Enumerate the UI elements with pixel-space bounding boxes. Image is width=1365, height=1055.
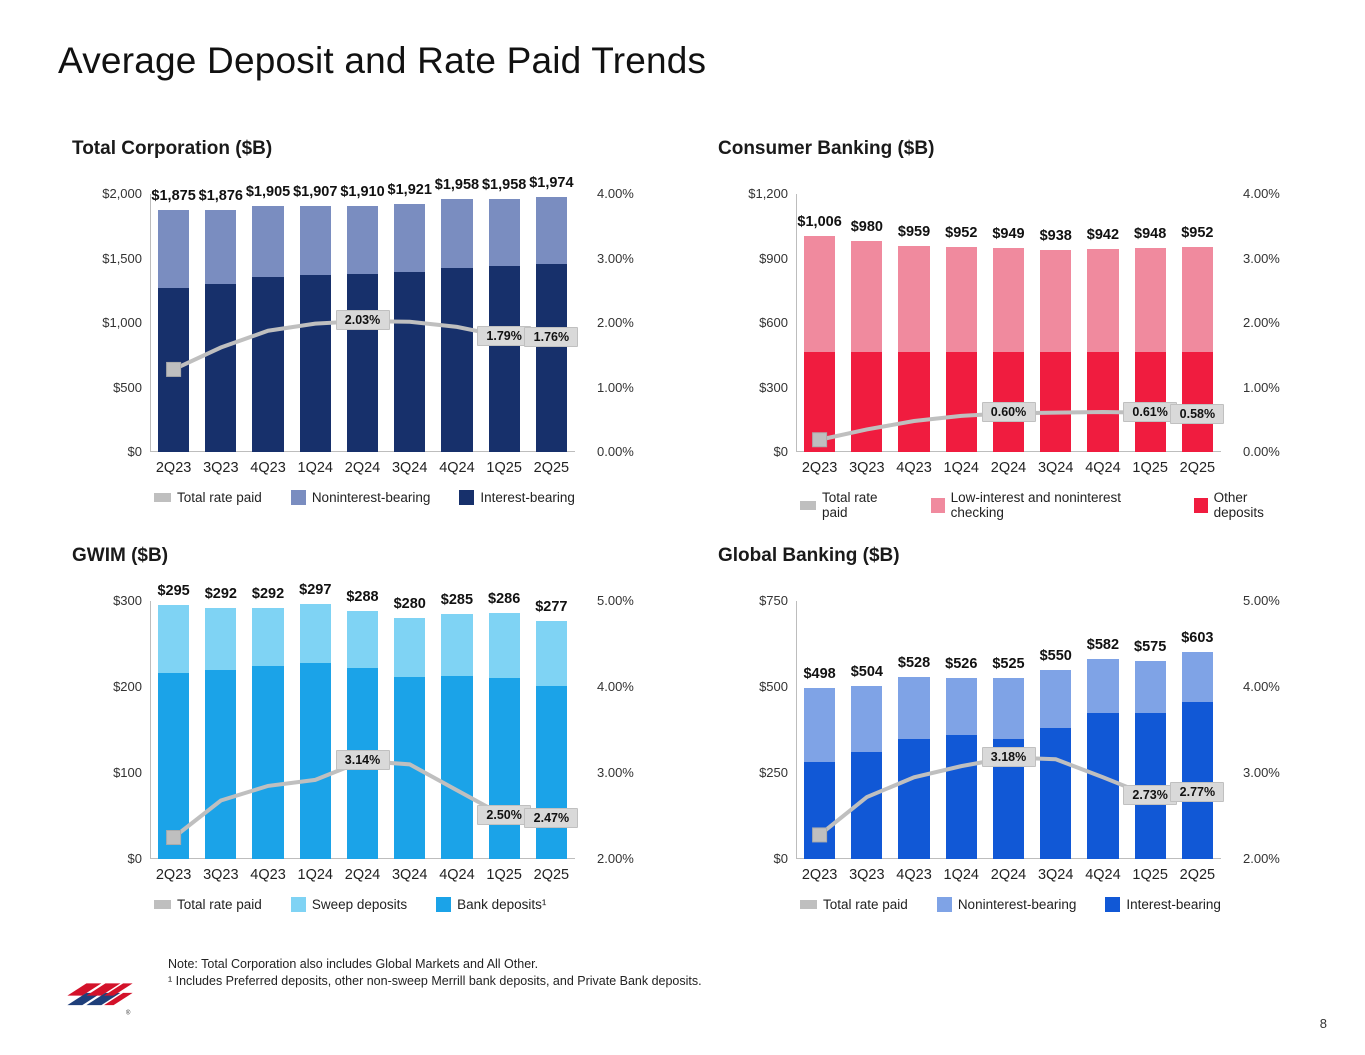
legend-swatch (1194, 498, 1208, 513)
x-axis-tick: 4Q23 (250, 867, 286, 883)
legend-swatch (1105, 897, 1120, 912)
y-axis-tick-right: 2.00% (597, 315, 634, 330)
y-axis-tick-right: 4.00% (1243, 679, 1280, 694)
legend-swatch (800, 900, 817, 909)
y-axis-tick-right: 2.00% (1243, 851, 1280, 866)
x-axis-tick: 4Q23 (896, 867, 932, 883)
legend-swatch (436, 897, 451, 912)
chart-area (72, 166, 672, 526)
footnote-line-2: ¹ Includes Preferred deposits, other non-sweep Merrill bank deposits, and Private Bank deposits. (168, 973, 702, 988)
y-axis-tick-left: $900 (759, 250, 788, 266)
rate-value-label: 1.76% (524, 327, 578, 347)
footnote-line-1: Note: Total Corporation also includes Global Markets and All Other. (168, 957, 539, 971)
bar-total-label: $942 (1086, 227, 1120, 244)
x-axis-tick: 3Q24 (1037, 460, 1074, 476)
x-axis-tick: 2Q25 (533, 867, 570, 883)
x-axis-tick: 3Q24 (1037, 867, 1074, 883)
legend-label: Interest-bearing (1126, 897, 1221, 912)
x-axis-tick: 1Q24 (943, 867, 979, 883)
y-axis-tick-right: 4.00% (1243, 186, 1280, 201)
x-axis-tick: 2Q23 (801, 460, 838, 476)
x-axis-tick: 2Q25 (1179, 460, 1216, 476)
y-axis-tick-left: $300 (113, 593, 142, 608)
bar-total-label: $504 (850, 663, 883, 680)
bar-total-label: $980 (850, 219, 883, 236)
legend-item[interactable] (154, 897, 262, 912)
chart-title: Consumer Banking ($B) (718, 138, 935, 159)
legend-item[interactable] (459, 490, 575, 505)
chart-panel-total-corporation (72, 138, 672, 528)
chart-legend (800, 490, 1318, 520)
y-axis-tick-left: $600 (759, 315, 788, 330)
legend-item[interactable] (291, 490, 431, 505)
legend-label: Other deposits (1213, 490, 1264, 520)
y-axis-tick-right: 4.00% (597, 679, 634, 694)
chart-panel-consumer-banking (718, 138, 1318, 528)
chart-area (718, 166, 1318, 526)
chart-legend (154, 490, 597, 505)
chart-area (72, 573, 672, 933)
chart-title: GWIM ($B) (72, 545, 169, 566)
bar-total-label: $550 (1039, 647, 1072, 664)
y-axis-tick-left: $2,000 (102, 186, 142, 201)
chart-title: Global Banking ($B) (718, 545, 900, 566)
legend-item[interactable] (937, 897, 1077, 912)
x-axis-tick: 2Q24 (990, 460, 1027, 476)
legend-label: Total rate paid (823, 897, 908, 912)
legend-swatch (800, 501, 816, 510)
legend-item[interactable] (1194, 490, 1296, 520)
legend-swatch (154, 493, 171, 502)
bar-total-label: $292 (251, 585, 285, 602)
y-axis-tick-left: $1,500 (102, 250, 142, 266)
x-axis-tick: 2Q24 (344, 460, 381, 476)
y-axis-tick-left: $750 (759, 593, 788, 608)
y-axis-tick-left: $250 (759, 765, 788, 780)
rate-value-label: 2.73% (1123, 785, 1177, 805)
bar-total-label: $952 (945, 225, 978, 242)
legend-label: Sweep deposits (311, 897, 408, 912)
bar-total-label: $575 (1134, 639, 1167, 656)
bar-total-label: $1,974 (529, 175, 574, 192)
y-axis-tick-right: 1.00% (597, 379, 634, 395)
y-axis-tick-left: $0 (773, 851, 788, 866)
legend-swatch (291, 897, 306, 912)
y-axis-tick-left: $300 (759, 379, 788, 395)
page-title: Average Deposit and Rate Paid Trends (58, 40, 707, 81)
bar-total-label: $603 (1181, 629, 1214, 646)
chart-panel-global-banking (718, 545, 1318, 935)
y-axis-tick-left: $0 (773, 444, 788, 459)
x-axis-tick: 2Q23 (155, 867, 192, 883)
y-axis-tick-left: $500 (759, 679, 788, 694)
legend-swatch (291, 490, 306, 505)
footnote (168, 956, 702, 990)
bar-total-label: $1,006 (797, 213, 842, 230)
bar-total-label: $1,958 (481, 177, 527, 194)
legend-label: Total rate paid (177, 897, 262, 912)
x-axis-tick: 2Q23 (155, 460, 192, 476)
bar-total-label: $286 (488, 591, 521, 608)
legend-label: Noninterest-bearing (311, 490, 431, 505)
legend-swatch (154, 900, 171, 909)
x-axis-tick: 4Q23 (250, 460, 286, 476)
bar-total-label: $525 (992, 656, 1025, 673)
y-axis-tick-right: 3.00% (1243, 250, 1280, 266)
chart-area (718, 573, 1318, 933)
y-axis-tick-right: 3.00% (597, 765, 634, 780)
y-axis-tick-left: $0 (127, 851, 142, 866)
y-axis-tick-right: 2.00% (1243, 315, 1280, 330)
x-axis-tick: 1Q25 (1132, 867, 1168, 883)
y-axis-tick-left: $1,200 (748, 186, 788, 201)
rate-paid-line (718, 166, 1318, 526)
bar-total-label: $297 (299, 581, 332, 598)
bar-total-label: $1,958 (434, 177, 480, 194)
chart-panel-gwim (72, 545, 672, 935)
x-axis-tick: 2Q25 (533, 460, 570, 476)
bar-total-label: $1,875 (151, 188, 196, 205)
x-axis-tick: 4Q24 (1085, 460, 1121, 476)
legend-item[interactable] (800, 490, 902, 520)
legend-label: Interest-bearing (480, 490, 575, 505)
legend-item[interactable] (1105, 897, 1221, 912)
legend-label: Bank deposits¹ (457, 897, 547, 912)
y-axis-tick-left: $1,000 (102, 315, 142, 330)
x-axis-tick: 3Q24 (391, 460, 428, 476)
bar-total-label: $528 (897, 655, 931, 672)
legend-item[interactable] (800, 897, 908, 912)
y-axis-tick-right: 3.00% (1243, 765, 1280, 780)
x-axis-tick: 1Q25 (1132, 460, 1168, 476)
y-axis-tick-right: 2.00% (597, 851, 634, 866)
x-axis-tick: 4Q24 (439, 867, 475, 883)
bar-total-label: $526 (945, 656, 978, 673)
rate-value-label: 2.77% (1170, 782, 1224, 802)
x-axis-tick: 4Q24 (439, 460, 475, 476)
svg-text:®: ® (125, 1009, 131, 1017)
y-axis-tick-left: $500 (113, 379, 142, 395)
rate-paid-line (72, 166, 672, 526)
bar-total-label: $1,876 (198, 187, 243, 204)
bar-total-label: $498 (803, 665, 836, 682)
x-axis-tick: 1Q25 (486, 460, 522, 476)
legend-swatch (459, 490, 474, 505)
rate-value-label: 2.50% (477, 805, 531, 825)
bar-total-label: $1,905 (245, 184, 291, 201)
bar-total-label: $1,910 (340, 183, 385, 200)
legend-label: Noninterest-bearing (957, 897, 1077, 912)
x-axis-tick: 1Q24 (943, 460, 979, 476)
chart-title: Total Corporation ($B) (72, 138, 273, 159)
y-axis-tick-right: 1.00% (1243, 379, 1280, 395)
bar-total-label: $295 (157, 583, 190, 600)
legend-swatch (931, 498, 945, 513)
x-axis-tick: 4Q23 (896, 460, 932, 476)
legend-item[interactable] (436, 897, 546, 912)
y-axis-tick-right: 5.00% (597, 593, 634, 608)
page-number: 8 (1319, 1016, 1327, 1031)
bar-total-label: $280 (393, 596, 426, 613)
x-axis-tick: 4Q24 (1085, 867, 1121, 883)
bar-total-label: $1,921 (387, 182, 432, 199)
bar-total-label: $959 (897, 223, 931, 240)
rate-value-label: 0.58% (1170, 404, 1224, 424)
y-axis-tick-left: $100 (113, 765, 142, 780)
y-axis-tick-right: 5.00% (1243, 593, 1280, 608)
x-axis-tick: 2Q25 (1179, 867, 1216, 883)
legend-label: Total rate paid (821, 490, 878, 520)
y-axis-tick-right: 0.00% (1243, 444, 1280, 459)
rate-value-label: 3.18% (982, 747, 1036, 767)
x-axis-tick: 1Q24 (297, 460, 333, 476)
bar-total-label: $292 (204, 585, 237, 602)
x-axis-tick: 3Q23 (203, 867, 239, 883)
bar-total-label: $285 (440, 591, 474, 608)
y-axis-tick-right: 4.00% (597, 186, 634, 201)
rate-value-label: 2.47% (524, 808, 578, 828)
y-axis-tick-left: $0 (127, 444, 142, 459)
y-axis-tick-right: 3.00% (597, 250, 634, 266)
rate-value-label: 0.61% (1123, 402, 1177, 422)
bar-total-label: $938 (1039, 228, 1072, 245)
legend-label: Total rate paid (177, 490, 262, 505)
chart-legend (154, 897, 568, 912)
rate-value-label: 2.03% (336, 310, 390, 330)
x-axis-tick: 1Q24 (297, 867, 333, 883)
legend-label: Low-interest and noninterest checking (950, 490, 1122, 520)
y-axis-tick-right: 0.00% (597, 444, 634, 459)
x-axis-tick: 3Q23 (849, 460, 885, 476)
bar-total-label: $277 (535, 598, 568, 615)
legend-item[interactable] (291, 897, 407, 912)
rate-value-label: 1.79% (477, 326, 531, 346)
x-axis-tick: 3Q23 (849, 867, 885, 883)
x-axis-tick: 2Q24 (990, 867, 1027, 883)
bank-logo (66, 975, 134, 1019)
bar-total-label: $288 (346, 589, 379, 606)
x-axis-tick: 2Q24 (344, 867, 381, 883)
bar-total-label: $948 (1134, 226, 1167, 243)
x-axis-tick: 3Q24 (391, 867, 428, 883)
x-axis-tick: 3Q23 (203, 460, 239, 476)
x-axis-tick: 2Q23 (801, 867, 838, 883)
rate-value-label: 0.60% (982, 402, 1036, 422)
rate-value-label: 3.14% (336, 750, 390, 770)
bar-total-label: $952 (1181, 225, 1214, 242)
chart-legend (800, 897, 1243, 912)
legend-item[interactable] (154, 490, 262, 505)
bar-total-label: $1,907 (293, 183, 338, 200)
bar-total-label: $582 (1086, 636, 1120, 653)
legend-swatch (937, 897, 952, 912)
bar-total-label: $949 (992, 225, 1025, 242)
y-axis-tick-left: $200 (113, 679, 142, 694)
legend-item[interactable] (931, 490, 1165, 520)
x-axis-tick: 1Q25 (486, 867, 522, 883)
